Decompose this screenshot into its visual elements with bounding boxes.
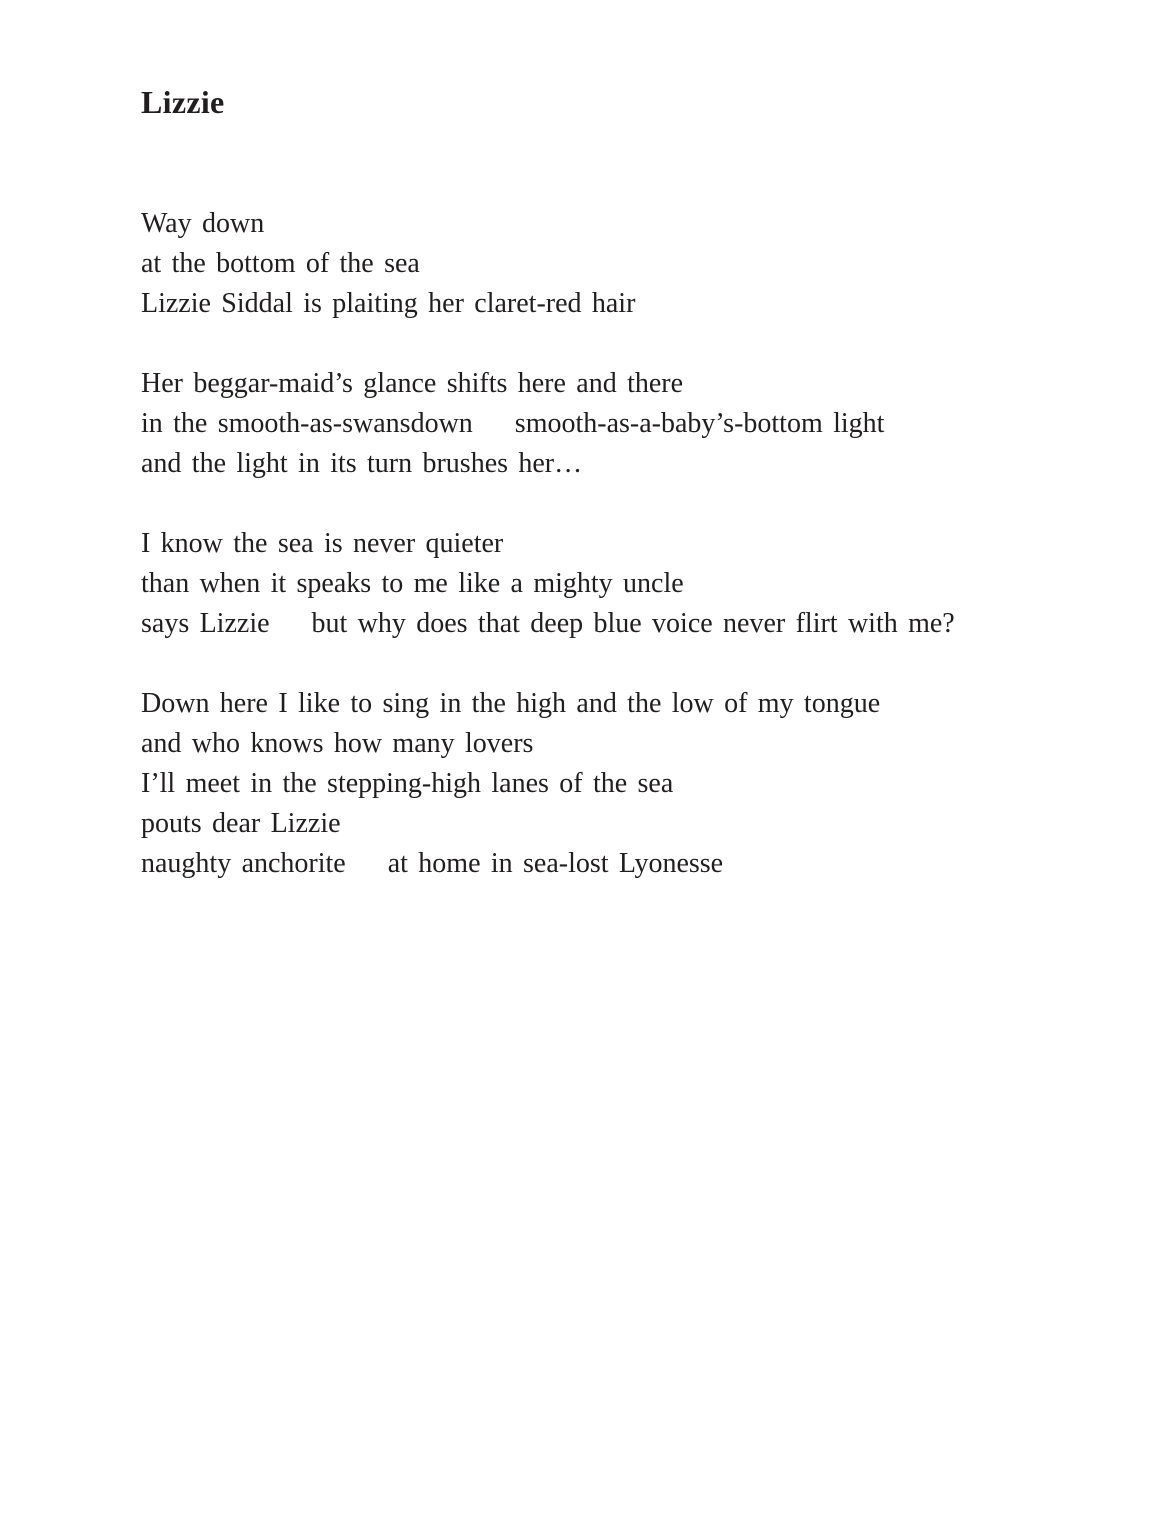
poem-stanza-1 [141,204,1101,324]
poem-line: says Lizzie but why does that deep blue voice never flirt with me? [141,608,955,639]
poem-line: and who knows how many lovers [141,728,534,759]
poem-line: Lizzie Siddal is plaiting her claret-red hair [141,288,636,319]
poem-body [141,204,1101,884]
poem-stanza-3 [141,524,1101,644]
text-block [141,82,1101,884]
poem-stanza-2 [141,364,1101,484]
poem-title: Lizzie [141,84,225,120]
poem-line: naughty anchorite at home in sea-lost Lyonesse [141,848,724,879]
poem-line: I know the sea is never quieter [141,528,504,559]
poem-stanza-4 [141,684,1101,884]
poem-line: Down here I like to sing in the high and the low of my tongue [141,688,881,719]
poem-line: than when it speaks to me like a mighty uncle [141,568,684,599]
poem-line: in the smooth-as-swansdown smooth-as-a-baby’s-bottom light [141,408,885,439]
poem-line: I’ll meet in the stepping-high lanes of the sea [141,768,674,799]
poem-line: at the bottom of the sea [141,248,420,279]
poem-line: and the light in its turn brushes her… [141,448,583,479]
poem-line: pouts dear Lizzie [141,808,341,839]
poem-line: Her beggar-maid’s glance shifts here and there [141,368,684,399]
poem-line: Way down [141,208,265,239]
